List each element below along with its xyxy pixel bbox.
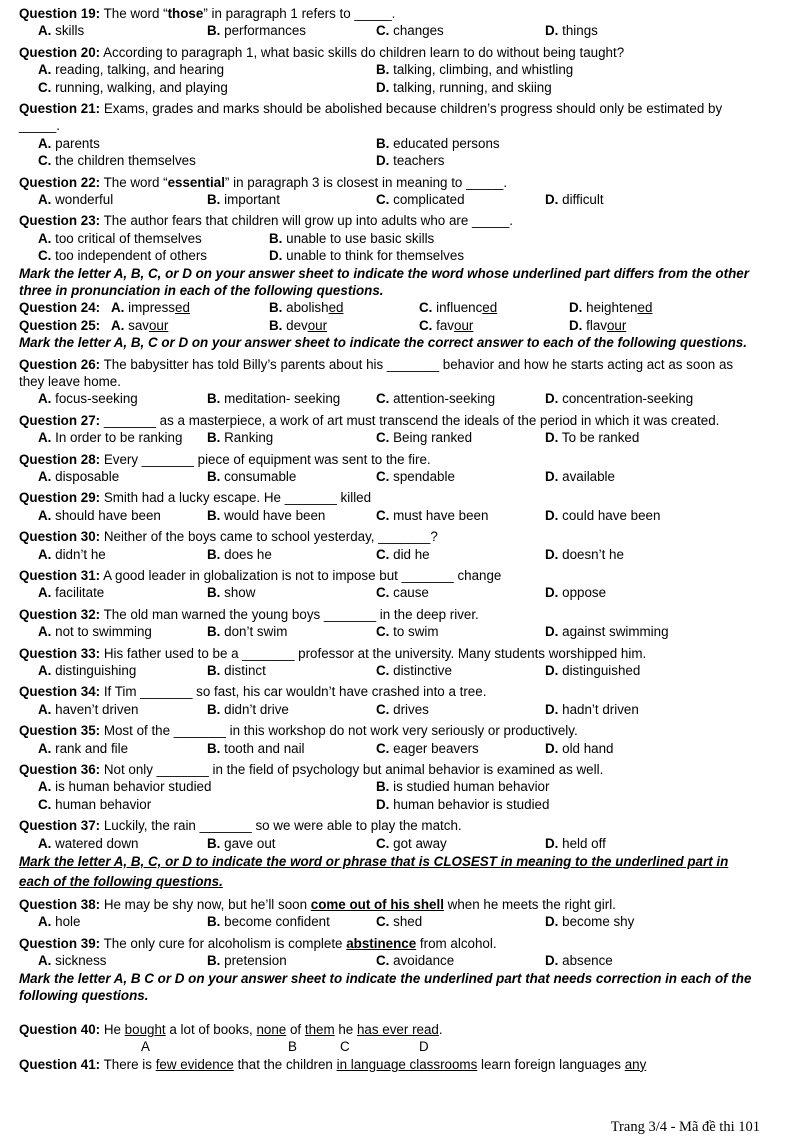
option-d: D. available xyxy=(545,468,615,484)
option-d: D. concentration-seeking xyxy=(545,391,694,407)
option-c: C. complicated xyxy=(376,191,465,207)
option-c: C. cause xyxy=(376,585,429,601)
option-c: C. distinctive xyxy=(376,662,452,678)
option-a: A. wonderful xyxy=(38,191,114,207)
option-d: D. old hand xyxy=(545,740,614,756)
option-b: B. become confident xyxy=(207,914,330,930)
options-20a xyxy=(19,61,761,78)
option-d: D. teachers xyxy=(376,153,445,169)
question-30: Question 30: Neither of the boys came to school yesterday, _______? xyxy=(19,529,438,545)
instruction-correct-answer: Mark the letter A, B, C or D on your answer sheet to indicate the correct answer to each of the following questions. xyxy=(19,335,747,351)
options-23b xyxy=(19,247,761,264)
option-c: C. must have been xyxy=(376,507,489,523)
instruction-correction: Mark the letter A, B C or D on your answer sheet to indicate the underlined part that needs correction in each of the following questions. xyxy=(19,970,752,1003)
option-d: D. human behavior is studied xyxy=(376,796,550,812)
option-d: D. oppose xyxy=(545,585,607,601)
option-a: A. haven’t driven xyxy=(38,701,139,717)
option-b: B. didn’t drive xyxy=(207,701,289,717)
question-26: Question 26: The babysitter has told Billy’s parents about his _______ behavior and how he starts acting act as soon as they leave home. xyxy=(19,356,734,389)
options-19 xyxy=(19,22,761,39)
option-d: D. could have been xyxy=(545,507,661,523)
options-35 xyxy=(19,740,761,757)
option-a: A. is human behavior studied xyxy=(38,779,212,795)
option-d: D. To be ranked xyxy=(545,430,640,446)
option-c: C. attention-seeking xyxy=(376,391,496,407)
option-c: C. drives xyxy=(376,701,429,717)
options-31 xyxy=(19,584,761,601)
option-a: A. too critical of themselves xyxy=(38,230,202,246)
option-d: D. heightened xyxy=(569,300,653,316)
option-c: C. influenced xyxy=(419,300,498,316)
option-a: A. reading, talking, and hearing xyxy=(38,62,225,78)
option-b: B. unable to use basic skills xyxy=(269,230,435,246)
question-34: Question 34: If Tim _______ so fast, his car wouldn’t have crashed into a tree. xyxy=(19,684,487,700)
options-29 xyxy=(19,507,761,524)
option-c: C. got away xyxy=(376,835,447,851)
option-d: D. things xyxy=(545,23,598,39)
option-c: C. shed xyxy=(376,914,423,930)
options-30 xyxy=(19,546,761,563)
question-22: Question 22: The word “essential” in paragraph 3 is closest in meaning to _____. xyxy=(19,174,508,190)
question-20: Question 20: According to paragraph 1, what basic skills do children learn to do without being taught? xyxy=(19,44,625,60)
options-27 xyxy=(19,429,761,446)
option-b: B. important xyxy=(207,191,280,207)
option-a: A. not to swimming xyxy=(38,624,152,640)
option-b: B. would have been xyxy=(207,507,326,523)
option-b: B. talking, climbing, and whistling xyxy=(376,62,574,78)
option-a: A. facilitate xyxy=(38,585,105,601)
question-39: Question 39: The only cure for alcoholism is complete abstinence from alcohol. xyxy=(19,935,497,951)
option-c: C. spendable xyxy=(376,468,455,484)
question-19: Question 19: The word “those” in paragraph 1 refers to _____. xyxy=(19,6,396,21)
option-c: C. avoidance xyxy=(376,953,455,969)
option-c: C. changes xyxy=(376,23,444,39)
option-a: A. hole xyxy=(38,914,81,930)
option-b: B. show xyxy=(207,585,256,601)
option-b: B. gave out xyxy=(207,835,276,851)
option-b: B. is studied human behavior xyxy=(376,779,550,795)
option-d: D. difficult xyxy=(545,191,604,207)
option-a: A. disposable xyxy=(38,468,120,484)
options-21b xyxy=(19,152,761,169)
options-38 xyxy=(19,913,761,930)
option-c: C. to swim xyxy=(376,624,439,640)
question-37: Question 37: Luckily, the rain _______ so we were able to play the match. xyxy=(19,818,462,834)
option-b: B. meditation- seeking xyxy=(207,391,341,407)
option-a: A. skills xyxy=(38,23,85,39)
option-d: D. against swimming xyxy=(545,624,669,640)
option-d: D. become shy xyxy=(545,914,635,930)
question-32: Question 32: The old man warned the young boys _______ in the deep river. xyxy=(19,606,479,622)
instruction-pronunciation: Mark the letter A, B, C, or D on your answer sheet to indicate the word whose underlined part differs from the other three in pronunciation in each of the following questions. xyxy=(19,265,749,298)
option-c: C. eager beavers xyxy=(376,740,479,756)
option-b: B. don’t swim xyxy=(207,624,288,640)
option-d: D. held off xyxy=(545,835,606,851)
options-20b xyxy=(19,79,761,96)
option-c: C. running, walking, and playing xyxy=(38,79,228,95)
options-33 xyxy=(19,662,761,679)
question-31: Question 31: A good leader in globalization is not to impose but _______ change xyxy=(19,567,502,583)
options-23a xyxy=(19,230,761,247)
option-b: B. Ranking xyxy=(207,430,274,446)
exam-page xyxy=(19,5,761,1073)
options-34 xyxy=(19,701,761,718)
question-23: Question 23: The author fears that children will grow up into adults who are _____. xyxy=(19,213,513,229)
option-a: A. distinguishing xyxy=(38,662,137,678)
options-37 xyxy=(19,835,761,852)
options-22 xyxy=(19,191,761,208)
option-a: A. watered down xyxy=(38,835,139,851)
option-b: B. distinct xyxy=(207,662,266,678)
options-21a xyxy=(19,135,761,152)
option-c: C. human behavior xyxy=(38,796,152,812)
question-24: Question 24: A. impressed B. abolished C. influenced D. heightened xyxy=(19,300,653,316)
page-footer: Trang 3/4 - Mã đề thi 101 xyxy=(610,1119,760,1135)
option-d: D. distinguished xyxy=(545,662,641,678)
options-39 xyxy=(19,952,761,969)
question-40: Question 40: He bought a lot of books, none of them he has ever read. xyxy=(19,1022,443,1038)
question-25: Question 25: A. savour B. devour C. favour D. flavour xyxy=(19,317,627,333)
option-c: C. favour xyxy=(419,317,474,333)
option-a: A. didn’t he xyxy=(38,546,106,562)
question-35: Question 35: Most of the _______ in this workshop do not work very seriously or productively. xyxy=(19,723,578,739)
option-b: B. educated persons xyxy=(376,135,500,151)
option-a: A. In order to be ranking xyxy=(38,430,183,446)
instruction-closest-meaning: Mark the letter A, B, C, or D to indicate the word or phrase that is CLOSEST in meaning to the underlined part in each of the following questions. xyxy=(19,853,729,889)
option-a: A. parents xyxy=(38,135,100,151)
option-d: D. talking, running, and skiing xyxy=(376,79,552,95)
option-b: B. does he xyxy=(207,546,272,562)
option-a: A. impressed xyxy=(111,300,190,316)
option-d: D. flavour xyxy=(569,317,627,333)
options-36a xyxy=(19,778,761,795)
option-d: D. absence xyxy=(545,953,613,969)
question-41: Question 41: There is few evidence that the children in language classrooms learn foreign languages any xyxy=(19,1056,647,1072)
options-32 xyxy=(19,623,761,640)
question-33: Question 33: His father used to be a _______ professor at the university. Many students worshipped him. xyxy=(19,645,647,661)
option-d: D. unable to think for themselves xyxy=(269,248,465,264)
option-c: C. the children themselves xyxy=(38,153,196,169)
question-38: Question 38: He may be shy now, but he’ll soon come out of his shell when he meets the right girl. xyxy=(19,896,616,912)
option-a: A. focus-seeking xyxy=(38,391,138,407)
option-b: B. consumable xyxy=(207,468,297,484)
option-c: C. Being ranked xyxy=(376,430,473,446)
option-b: B. performances xyxy=(207,23,306,39)
option-b: B. pretension xyxy=(207,953,287,969)
option-b: B. devour xyxy=(269,317,328,333)
option-a: A. sickness xyxy=(38,953,107,969)
question-36: Question 36: Not only _______ in the field of psychology but animal behavior is examined as well. xyxy=(19,761,604,777)
options-28 xyxy=(19,468,761,485)
option-d: D. doesn’t he xyxy=(545,546,624,562)
options-26 xyxy=(19,390,761,407)
option-b: B. abolished xyxy=(269,300,344,316)
option-d: D. hadn’t driven xyxy=(545,701,639,717)
question-21: Question 21: Exams, grades and marks should be abolished because children’s progress should only be estimated by _____. xyxy=(19,100,723,134)
option-c: C. did he xyxy=(376,546,430,562)
question-29: Question 29: Smith had a lucky escape. He _______ killed xyxy=(19,490,372,506)
option-a: A. savour xyxy=(111,317,169,333)
option-c: C. too independent of others xyxy=(38,248,208,264)
option-b: B. tooth and nail xyxy=(207,740,305,756)
answer-letters-40: A B C D xyxy=(141,1038,429,1054)
question-28: Question 28: Every _______ piece of equipment was sent to the fire. xyxy=(19,451,431,467)
option-a: A. should have been xyxy=(38,507,161,523)
option-a: A. rank and file xyxy=(38,740,129,756)
question-27: Question 27: _______ as a masterpiece, a work of art must transcend the ideals of the period in which it was created. xyxy=(19,412,720,428)
options-36b xyxy=(19,796,761,813)
